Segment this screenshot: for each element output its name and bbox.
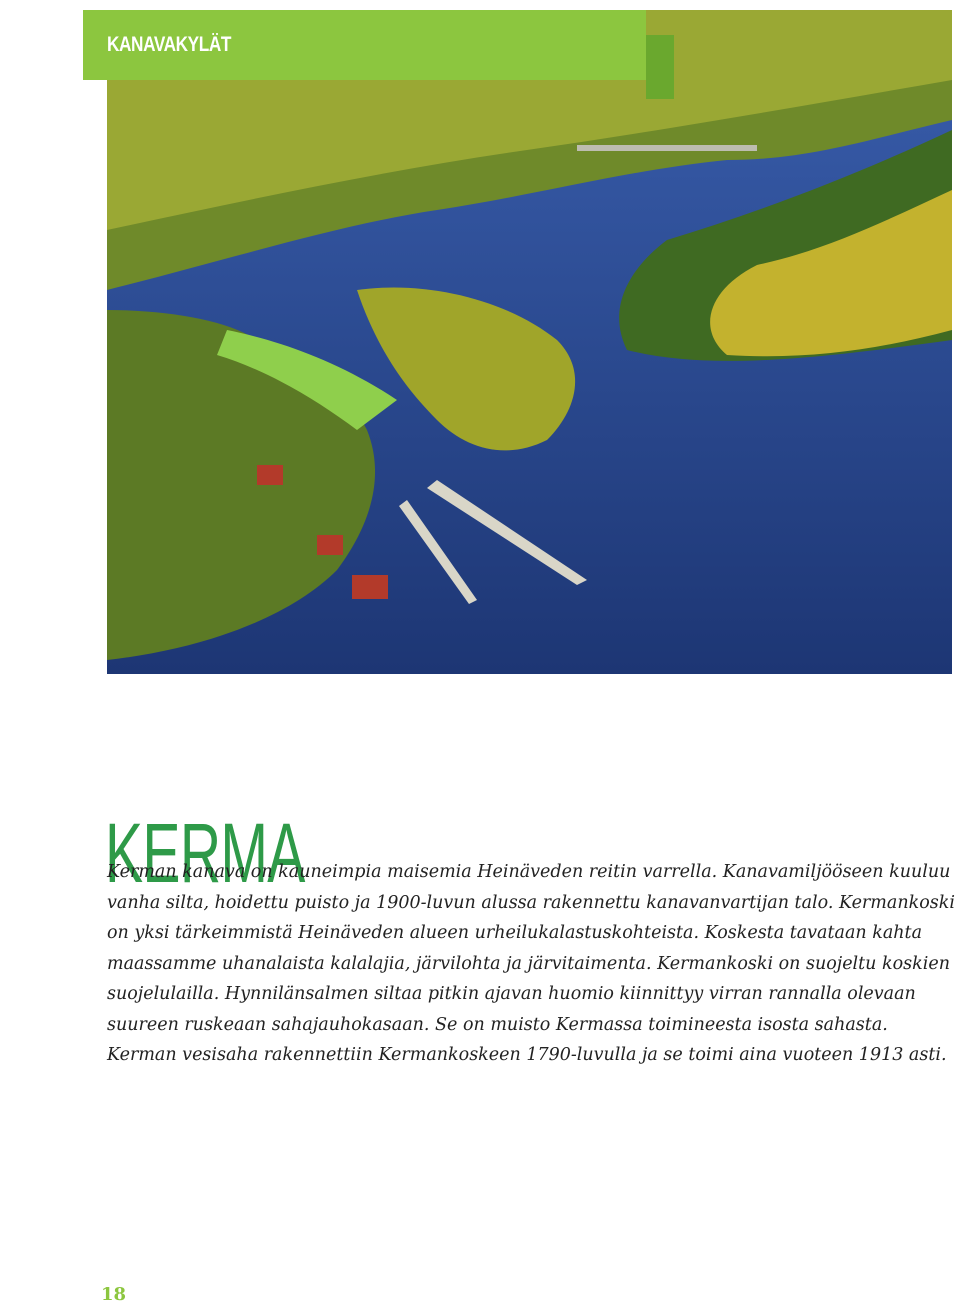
article-body: Kerman kanava on kauneimpia maisemia Heinäveden reitin varrella. Kanavamiljööseen kuuluu vanha silta, hoidettu puisto ja 1900-luvun alussa rakennettu kanavanvartijan talo. Kermankoski on yksi tärkeimmistä Heinäveden alueen urheilukalastuskohteista. Koskesta tavataan kahta maassamme uhanalaista kalalajia, järvilohta ja järvitaimenta. Kermankoski on suojeltu koskien suojelulailla. Hynnilänsalmen siltaa pitkin ajavan huomio kiinnittyy virran rannalla olevaan suureen ruskeaan sahajauhokasaan. Se on muisto Kermassa toimineesta isosta sahasta. Kerman vesisaha rakennettiin Kermankoskeen 1790-luvulla ja se toimi aina vuoteen 1913 asti. bbox=[107, 862, 955, 1065]
page-number: 18 bbox=[101, 1284, 127, 1305]
aerial-lake-canal-photo bbox=[107, 10, 952, 674]
section-label: KANAVAKYLÄT bbox=[107, 33, 231, 56]
article-title: KERMA bbox=[105, 806, 305, 901]
banner-fold bbox=[646, 35, 674, 99]
section-banner bbox=[83, 10, 646, 80]
